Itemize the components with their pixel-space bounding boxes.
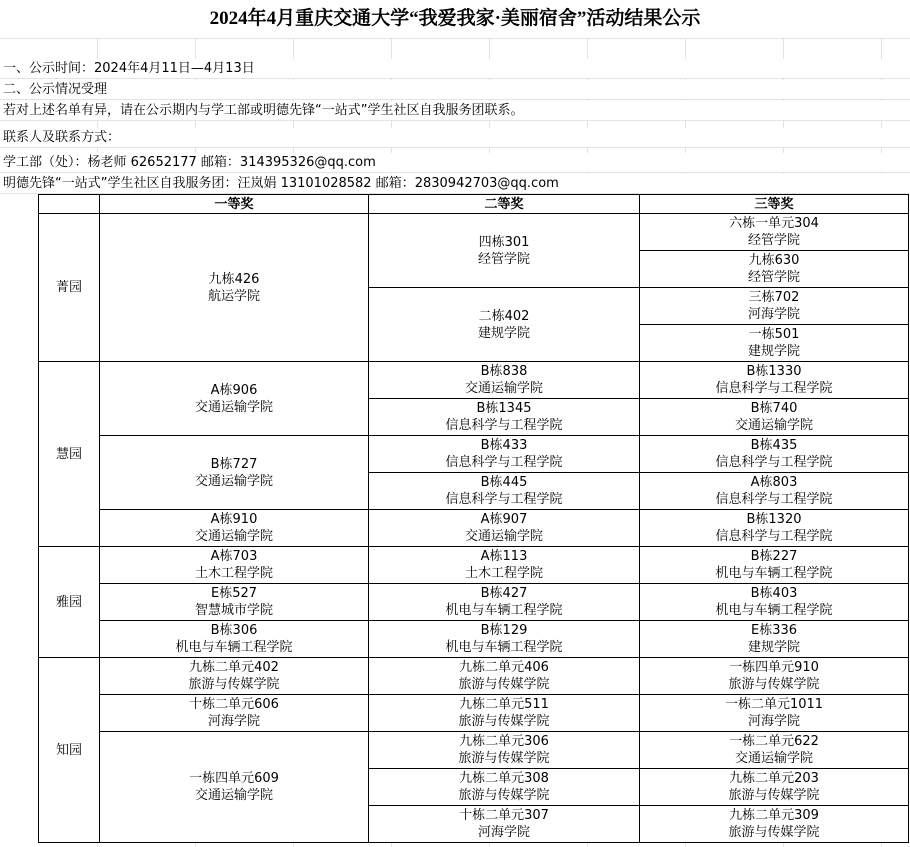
college: 旅游与传媒学院 [458, 677, 550, 692]
header-second-prize: 二等奖 [369, 195, 640, 214]
room: 一栋501 [748, 327, 800, 342]
room: B栋427 [480, 586, 528, 601]
room: 一栋二单元622 [729, 734, 819, 749]
room: B栋727 [210, 456, 258, 472]
room: 三栋702 [748, 290, 800, 305]
room: A栋703 [210, 549, 258, 564]
room: 九栋二单元306 [459, 734, 549, 749]
first-prize-cell [100, 362, 369, 436]
room: B栋435 [750, 438, 798, 453]
college: 交通运输学院 [464, 529, 543, 544]
college: 建规学院 [477, 325, 530, 341]
college: 智慧城市学院 [194, 603, 273, 618]
second-prize-cell [369, 510, 640, 547]
college: 建规学院 [747, 344, 800, 359]
contact-student-affairs: 学工部（处）：杨老师 62652177 邮箱：314395326@qq.com [0, 153, 910, 173]
room: 四栋301 [478, 234, 530, 250]
college: 旅游与传媒学院 [188, 677, 280, 692]
third-prize-cell [640, 436, 909, 473]
college: 信息科学与工程学院 [715, 381, 833, 396]
first-prize-cell [100, 732, 369, 843]
room: B栋433 [480, 438, 528, 453]
awards-table [38, 194, 909, 843]
table-row [39, 362, 909, 399]
area-jingyuan: 菁园 [39, 214, 100, 362]
third-prize-cell [640, 399, 909, 436]
second-prize-cell [369, 584, 640, 621]
college: 旅游与传媒学院 [728, 788, 820, 803]
second-prize-cell [369, 732, 640, 769]
college: 交通运输学院 [734, 751, 813, 766]
college: 交通运输学院 [194, 788, 273, 803]
second-prize-cell [369, 362, 640, 399]
first-prize-cell [100, 547, 369, 584]
table-row [39, 510, 909, 547]
first-prize-cell [100, 510, 369, 547]
room: 九栋二单元308 [459, 771, 549, 786]
first-prize-cell [100, 214, 369, 362]
notice-time: 一、公示时间：2024年4月11日—4月13日 [0, 59, 910, 79]
college: 经管学院 [477, 251, 530, 267]
room: 十栋二单元606 [189, 697, 279, 712]
room: B栋838 [480, 364, 528, 379]
first-prize-cell [100, 584, 369, 621]
college: 河海学院 [747, 307, 800, 322]
college: 旅游与传媒学院 [458, 714, 550, 729]
room: E栋336 [750, 623, 798, 638]
college: 交通运输学院 [464, 381, 543, 396]
college: 交通运输学院 [734, 418, 813, 433]
area-huiyuan: 慧园 [39, 362, 100, 547]
college: 信息科学与工程学院 [715, 455, 833, 470]
college: 航运学院 [207, 288, 260, 304]
header-first-prize: 一等奖 [100, 195, 369, 214]
header-row [39, 195, 909, 214]
third-prize-cell [640, 214, 909, 251]
first-prize-cell [100, 621, 369, 658]
college: 旅游与传媒学院 [728, 825, 820, 840]
college: 信息科学与工程学院 [715, 529, 833, 544]
room: 九栋二单元402 [189, 660, 279, 675]
third-prize-cell [640, 510, 909, 547]
college: 土木工程学院 [464, 566, 543, 581]
second-prize-cell [369, 399, 640, 436]
room: 一栋四单元609 [189, 771, 279, 786]
college: 机电与车辆工程学院 [445, 603, 563, 618]
third-prize-cell [640, 584, 909, 621]
room: 一栋二单元1011 [724, 697, 824, 712]
corner-cell [39, 195, 100, 214]
first-prize-cell [100, 695, 369, 732]
second-prize-cell [369, 288, 640, 362]
room: B栋445 [480, 475, 528, 490]
objection-note: 若对上述名单有异，请在公示期内与学工部或明德先锋“一站式”学生社区自我服务团联系。 [0, 101, 910, 121]
second-prize-cell [369, 806, 640, 843]
room: B栋403 [750, 586, 798, 601]
college: 信息科学与工程学院 [445, 418, 563, 433]
college: 旅游与传媒学院 [728, 677, 820, 692]
second-prize-cell [369, 547, 640, 584]
contacts-heading: 联系人及联系方式： [0, 128, 910, 148]
room: 九栋二单元203 [729, 771, 819, 786]
room: 六栋一单元304 [729, 216, 819, 231]
complaints-heading: 二、公示情况受理 [0, 80, 910, 100]
header-third-prize: 三等奖 [640, 195, 909, 214]
third-prize-cell [640, 547, 909, 584]
room: 九栋二单元406 [459, 660, 549, 675]
college: 河海学院 [747, 714, 800, 729]
table-row [39, 584, 909, 621]
room: B栋306 [210, 623, 258, 638]
room: 九栋630 [748, 253, 800, 268]
table-row [39, 658, 909, 695]
first-prize-cell [100, 436, 369, 510]
table-row [39, 695, 909, 732]
room: 九栋二单元511 [459, 697, 549, 712]
college: 交通运输学院 [194, 399, 273, 415]
college: 机电与车辆工程学院 [715, 566, 833, 581]
room: B栋129 [480, 623, 528, 638]
third-prize-cell [640, 695, 909, 732]
third-prize-cell [640, 325, 909, 362]
college: 经管学院 [747, 233, 800, 248]
table-row [39, 621, 909, 658]
college: 交通运输学院 [194, 473, 273, 489]
college: 信息科学与工程学院 [445, 455, 563, 470]
college: 信息科学与工程学院 [715, 492, 833, 507]
second-prize-cell [369, 473, 640, 510]
room: B栋740 [750, 401, 798, 416]
college: 旅游与传媒学院 [458, 751, 550, 766]
table-row [39, 732, 909, 769]
table-row [39, 436, 909, 473]
college: 信息科学与工程学院 [445, 492, 563, 507]
third-prize-cell [640, 732, 909, 769]
room: B栋1345 [476, 401, 532, 416]
room: 二栋402 [478, 308, 530, 324]
college: 河海学院 [477, 825, 530, 840]
room: B栋1320 [746, 512, 802, 527]
college: 交通运输学院 [194, 529, 273, 544]
third-prize-cell [640, 362, 909, 399]
page-title: 2024年4月重庆交通大学“我爱我家·美丽宿舍”活动结果公示 [0, 0, 910, 39]
room: E栋527 [210, 586, 258, 601]
second-prize-cell [369, 695, 640, 732]
room: A栋113 [480, 549, 528, 564]
college: 机电与车辆工程学院 [445, 640, 563, 655]
room: B栋227 [750, 549, 798, 564]
third-prize-cell [640, 621, 909, 658]
third-prize-cell [640, 658, 909, 695]
table-row [39, 547, 909, 584]
second-prize-cell [369, 769, 640, 806]
second-prize-cell [369, 214, 640, 288]
room: 九栋二单元309 [729, 808, 819, 823]
room: A栋910 [210, 512, 258, 527]
college: 经管学院 [747, 270, 800, 285]
college: 机电与车辆工程学院 [175, 640, 293, 655]
third-prize-cell [640, 806, 909, 843]
second-prize-cell [369, 621, 640, 658]
college: 土木工程学院 [194, 566, 273, 581]
table-row [39, 214, 909, 251]
third-prize-cell [640, 473, 909, 510]
college: 建规学院 [747, 640, 800, 655]
second-prize-cell [369, 436, 640, 473]
room: 九栋426 [208, 271, 260, 287]
contact-service-group: 明德先锋“一站式”学生社区自我服务团：汪岚娟 13101028582 邮箱：2830942703@qq.com [0, 174, 910, 194]
first-prize-cell [100, 658, 369, 695]
college: 机电与车辆工程学院 [715, 603, 833, 618]
room: 十栋二单元307 [459, 808, 549, 823]
third-prize-cell [640, 769, 909, 806]
third-prize-cell [640, 288, 909, 325]
room: B栋1330 [746, 364, 802, 379]
third-prize-cell [640, 251, 909, 288]
room: 一栋四单元910 [729, 660, 819, 675]
room: A栋803 [750, 475, 798, 490]
college: 旅游与传媒学院 [458, 788, 550, 803]
second-prize-cell [369, 658, 640, 695]
room: A栋906 [210, 382, 258, 398]
room: A栋907 [480, 512, 528, 527]
area-yayuan: 雅园 [39, 547, 100, 658]
college: 河海学院 [207, 714, 260, 729]
area-zhiyuan: 知园 [39, 658, 100, 843]
